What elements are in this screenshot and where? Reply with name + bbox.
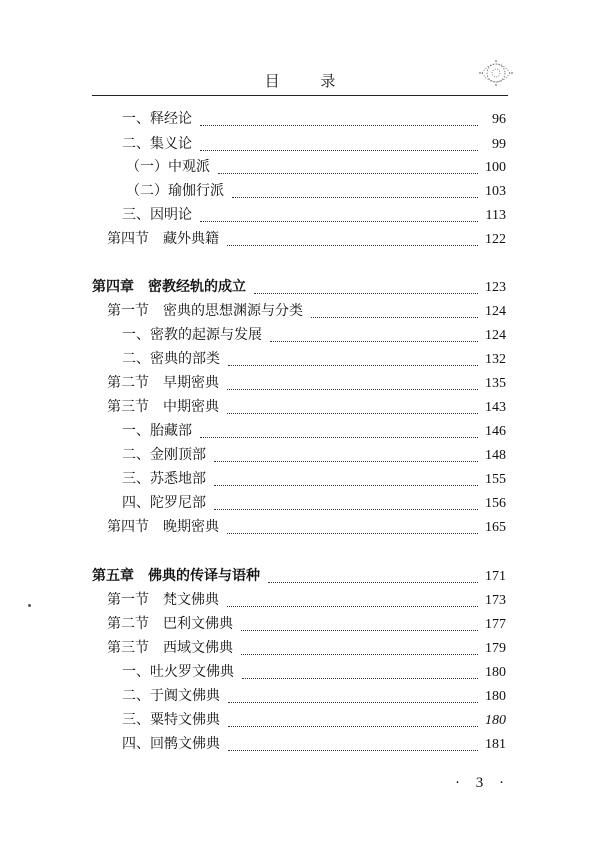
toc-entry[interactable] <box>122 662 506 682</box>
dot-leader <box>214 477 478 486</box>
toc-entry-label: （二）瑜伽行派 <box>126 183 224 199</box>
toc-entry[interactable] <box>107 397 506 417</box>
dot-leader <box>268 574 478 583</box>
dot-leader <box>227 405 478 414</box>
toc-page-number: 135 <box>485 376 506 391</box>
dot-leader <box>200 117 478 126</box>
toc-entry-label: 第二节 巴利文佛典 <box>107 616 233 632</box>
toc-page-number: 124 <box>485 328 506 343</box>
toc-page-number: 156 <box>485 496 506 511</box>
toc-entry[interactable] <box>122 686 506 706</box>
toc-entry-label: 第三节 中期密典 <box>107 399 219 415</box>
dot-leader <box>218 165 478 174</box>
dot-leader <box>270 333 478 342</box>
toc-entry[interactable] <box>122 134 506 154</box>
toc-page-number: 180 <box>485 689 506 704</box>
toc-page-number: 155 <box>485 472 506 487</box>
toc-chapter-label: 第四章 密教经轨的成立 <box>92 279 246 295</box>
toc-entry[interactable] <box>107 301 506 321</box>
toc-page-number: 100 <box>485 160 506 175</box>
toc-entry[interactable] <box>107 229 506 249</box>
toc-chapter-label: 第五章 佛典的传译与语种 <box>92 568 260 584</box>
toc-entry[interactable] <box>122 205 506 225</box>
dot-leader <box>227 598 478 607</box>
dot-leader <box>214 453 478 462</box>
dot-leader <box>228 694 478 703</box>
toc-entry-label: 二、密典的部类 <box>122 351 220 367</box>
toc-entry-label: 第二节 早期密典 <box>107 375 219 391</box>
toc-entry-label: （一）中观派 <box>126 159 210 175</box>
dot-leader <box>200 429 478 438</box>
dot-leader <box>241 622 478 631</box>
toc-chapter-entry[interactable] <box>92 277 506 297</box>
toc-page-number: 143 <box>485 400 506 415</box>
toc-entry-label: 第四节 晚期密典 <box>107 519 219 535</box>
dot-leader <box>214 501 478 510</box>
toc-page-number: 146 <box>485 424 506 439</box>
toc-entry[interactable] <box>107 517 506 537</box>
toc-entry[interactable] <box>122 469 506 489</box>
toc-entry-label: 第四节 藏外典籍 <box>107 231 219 247</box>
toc-entry-label: 第一节 密典的思想渊源与分类 <box>107 303 303 319</box>
toc-page-number: 124 <box>485 304 506 319</box>
dot-leader <box>200 142 478 151</box>
dot-leader <box>200 213 478 222</box>
toc-entry-label: 三、粟特文佛典 <box>122 712 220 728</box>
toc-page-number: 103 <box>485 184 506 199</box>
toc-entry[interactable] <box>122 421 506 441</box>
dot-leader <box>254 285 478 294</box>
toc-entry-label: 一、密教的起源与发展 <box>122 327 262 343</box>
toc-page-number: 173 <box>485 593 506 608</box>
toc-entry-label: 三、苏悉地部 <box>122 471 206 487</box>
toc-page-number: 181 <box>485 737 506 752</box>
toc-entry-label: 第三节 西域文佛典 <box>107 640 233 656</box>
toc-entry-label: 二、于阗文佛典 <box>122 688 220 704</box>
toc-entry-label: 一、吐火罗文佛典 <box>122 664 234 680</box>
toc-entry[interactable] <box>122 349 506 369</box>
toc-entry-label: 一、胎藏部 <box>122 423 192 439</box>
toc-page-number: 122 <box>485 232 506 247</box>
toc-entry-label: 四、回鹘文佛典 <box>122 736 220 752</box>
toc-page-number: 180 <box>485 713 506 728</box>
dot-leader <box>242 670 478 679</box>
toc-page-number: 179 <box>485 641 506 656</box>
toc-page-number: 148 <box>485 448 506 463</box>
dot-leader <box>232 189 478 198</box>
toc-entry-label: 三、因明论 <box>122 207 192 223</box>
dot-leader <box>228 357 478 366</box>
toc-page-number: 99 <box>492 137 506 152</box>
toc-entry[interactable] <box>122 325 506 345</box>
toc-entry[interactable] <box>122 445 506 465</box>
toc-entry[interactable] <box>107 373 506 393</box>
toc-page-number: 96 <box>492 112 506 127</box>
scan-speck <box>28 604 31 607</box>
toc-entry-label: 四、陀罗尼部 <box>122 495 206 511</box>
toc-chapter-entry[interactable] <box>92 566 506 586</box>
dot-leader <box>228 742 478 751</box>
toc-entry-label: 二、集义论 <box>122 136 192 152</box>
toc-page-number: 165 <box>485 520 506 535</box>
toc-entry-label: 一、释经论 <box>122 111 192 127</box>
toc-entry-label: 第一节 梵文佛典 <box>107 592 219 608</box>
toc-page-number: 180 <box>485 665 506 680</box>
toc-entry[interactable] <box>107 614 506 634</box>
toc-page-number: 132 <box>485 352 506 367</box>
page-title: 目 录 <box>264 72 354 90</box>
dot-leader <box>227 237 478 246</box>
toc-page-number: 177 <box>485 617 506 632</box>
toc-entry[interactable] <box>122 109 506 129</box>
toc-entry[interactable] <box>122 734 506 754</box>
toc-page-number: 113 <box>485 208 506 223</box>
toc-entry[interactable] <box>107 638 506 658</box>
toc-entry[interactable] <box>122 710 506 730</box>
dot-leader <box>241 646 478 655</box>
dot-leader <box>227 381 478 390</box>
toc-page-number: 123 <box>485 280 506 295</box>
dot-leader <box>228 718 478 727</box>
toc-entry[interactable] <box>107 590 506 610</box>
toc-entry[interactable] <box>126 181 506 201</box>
toc-entry-label: 二、金刚顶部 <box>122 447 206 463</box>
toc-entry[interactable] <box>126 157 506 177</box>
dot-leader <box>227 525 478 534</box>
footer-page-number: · 3 · <box>455 775 510 791</box>
toc-page-number: 171 <box>485 569 506 584</box>
dot-leader <box>311 309 478 318</box>
toc-entry[interactable] <box>122 493 506 513</box>
